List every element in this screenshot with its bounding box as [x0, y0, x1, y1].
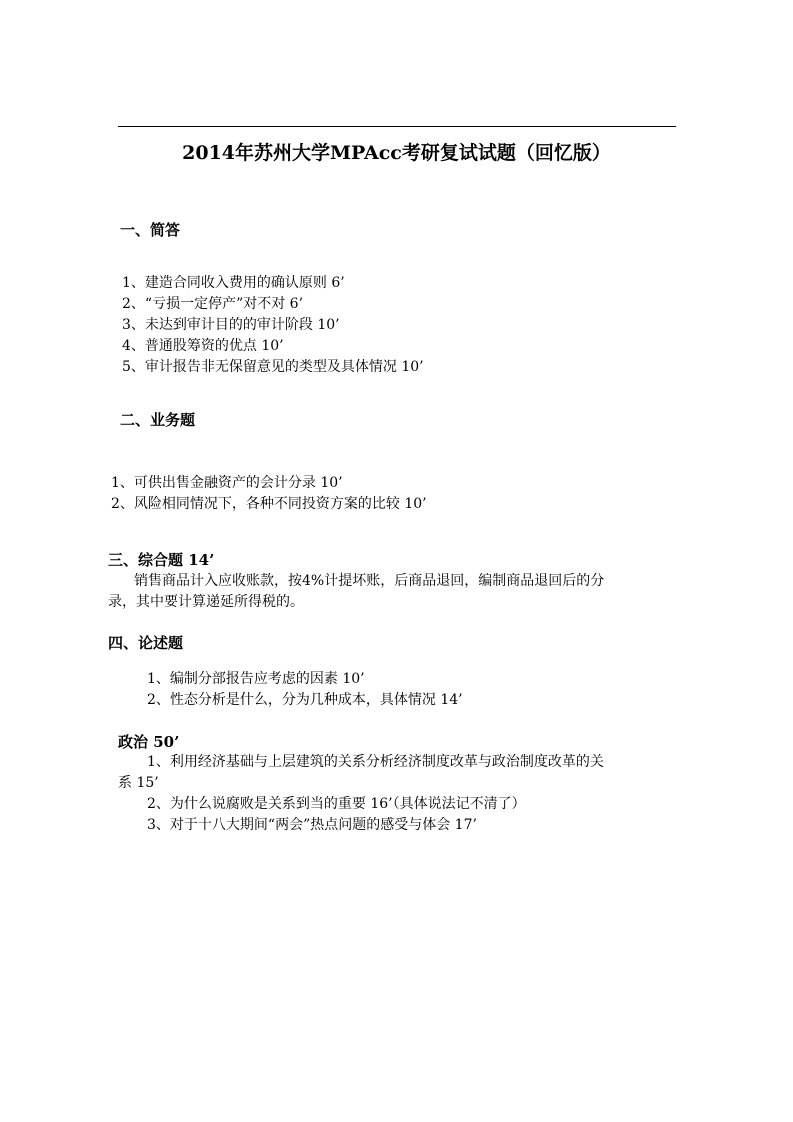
list-item: 3、对于十八大期间“两会”热点问题的感受与体会 17’ [147, 817, 477, 833]
section-heading-essay: 四、论述题 [108, 634, 184, 652]
list-item: 1、可供出售金融资产的会计分录 10’ [111, 475, 343, 491]
section-heading-politics: 政治 50’ [118, 733, 180, 751]
page-title: 2014年苏州大学MPAcc考研复试试题（回忆版） [182, 142, 611, 164]
list-item: 1、编制分部报告应考虑的因素 10’ [147, 671, 365, 687]
list-item: 1、利用经济基础与上层建筑的关系分析经济制度改革与政治制度改革的关 [147, 754, 604, 770]
list-item: 5、审计报告非无保留意见的类型及具体情况 10’ [122, 359, 424, 375]
header-rule [118, 126, 676, 127]
section-heading-business: 二、业务题 [120, 411, 196, 429]
paragraph-line: 销售商品计入应收账款，按4%计提坏账，后商品退回，编制商品退回后的分 [134, 573, 605, 589]
list-item: 2、风险相同情况下，各种不同投资方案的比较 10’ [111, 496, 427, 512]
list-item: 2、性态分析是什么，分为几种成本，具体情况 14’ [147, 692, 463, 708]
list-item: 4、普通股筹资的优点 10’ [122, 338, 284, 354]
list-item: 1、建造合同收入费用的确认原则 6’ [122, 275, 345, 291]
list-item: 3、未达到审计目的的审计阶段 10’ [122, 317, 340, 333]
section-heading-comprehensive: 三、综合题 14’ [108, 551, 215, 569]
list-item: 系 15’ [118, 775, 159, 791]
section-heading-short-answer: 一、简答 [120, 221, 181, 239]
list-item: 2、为什么说腐败是关系到当的重要 16’（具体说法记不清了） [147, 796, 526, 812]
paragraph-line: 录，其中要计算递延所得税的。 [108, 594, 304, 610]
list-item: 2、“亏损一定停产”对不对 6’ [122, 296, 304, 312]
